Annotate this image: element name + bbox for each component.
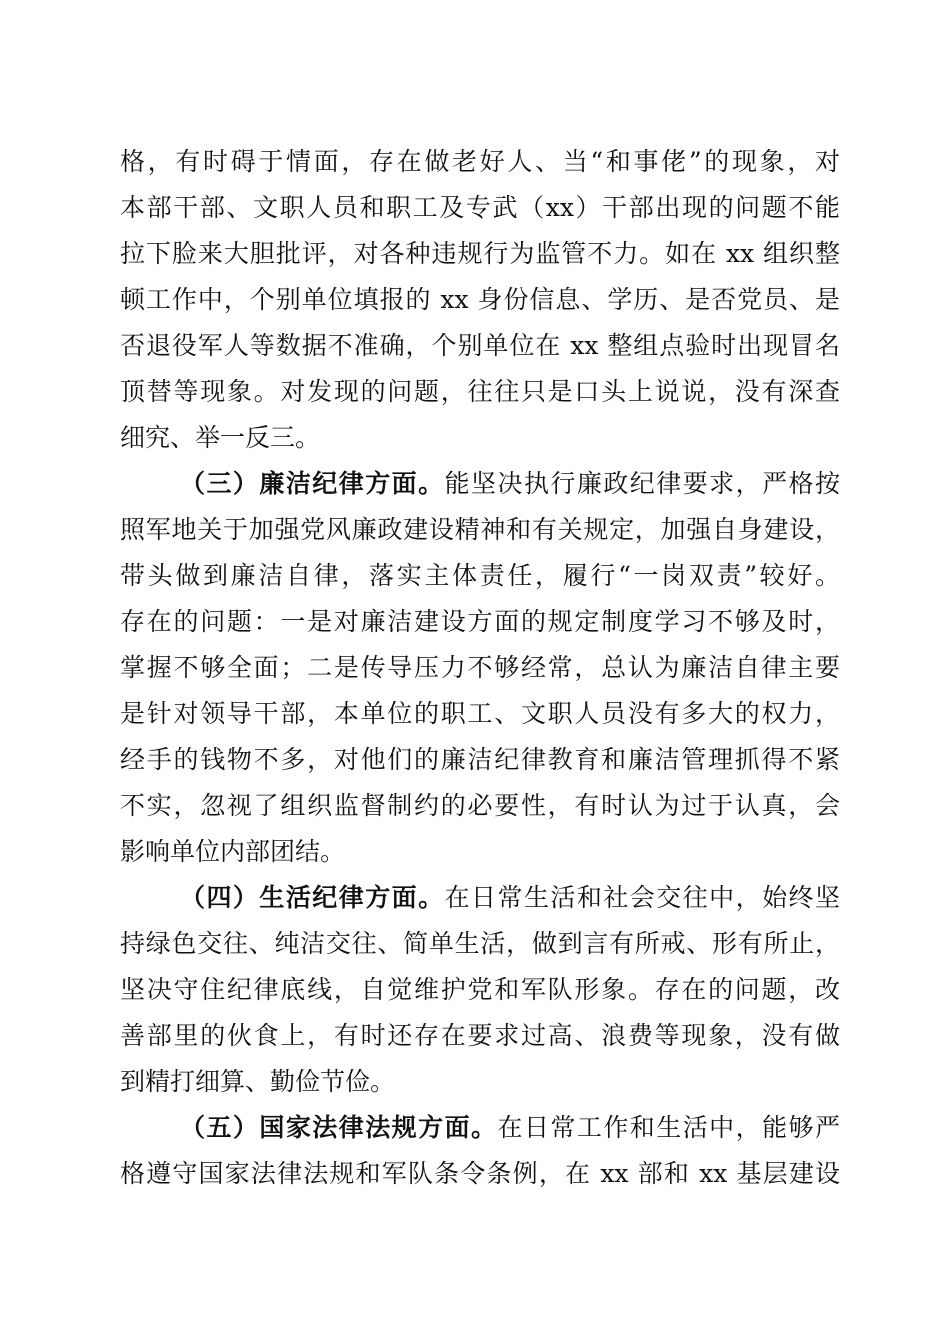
text-segment: 在日常工作和生活中，能够严: [497, 1113, 840, 1142]
paragraph-first-line: [180, 467, 840, 501]
text-line: 影响单位内部团结。: [120, 837, 346, 866]
text-line: 坚决守住纪律底线，自觉维护党和军队形象。存在的问题，改: [120, 975, 840, 1004]
text-line: 细究、举一反三。: [120, 423, 321, 452]
text-line: 顶替等现象。对发现的问题，往往只是口头上说说，没有深查: [120, 377, 840, 406]
text-line: 持绿色交往、纯洁交往、简单生活，做到言有所戒、形有所止，: [120, 929, 840, 958]
text-line: 格遵守国家法律法规和军队条令条例，在 xx 部和 xx 基层建设: [120, 1159, 840, 1188]
section-heading: （四）生活纪律方面。: [180, 883, 445, 912]
text-line: 格，有时碍于情面，存在做老好人、当“和事佬”的现象，对: [120, 147, 840, 176]
text-line: 掌握不够全面；二是传导压力不够经常，总认为廉洁自律主要: [120, 653, 840, 682]
text-line: 本部干部、文职人员和职工及专武（xx）干部出现的问题不能: [120, 193, 840, 222]
text-line: 带头做到廉洁自律，落实主体责任，履行“一岗双责”较好。: [120, 561, 840, 590]
section-heading: （三）廉洁纪律方面。: [180, 469, 445, 498]
text-line: 到精打细算、勤俭节俭。: [120, 1067, 396, 1096]
text-line: 拉下脸来大胆批评，对各种违规行为监管不力。如在 xx 组织整: [120, 239, 840, 268]
text-line: 是针对领导干部，本单位的职工、文职人员没有多大的权力，: [120, 699, 840, 728]
text-segment: 在日常生活和社会交往中，始终坚: [444, 883, 840, 912]
text-segment: 能坚决执行廉政纪律要求，严格按: [444, 469, 840, 498]
text-line: 照军地关于加强党风廉政建设精神和有关规定，加强自身建设，: [120, 515, 840, 544]
section-heading: （五）国家法律法规方面。: [180, 1113, 498, 1142]
paragraph-first-line: [180, 1111, 840, 1145]
text-line: 善部里的伙食上，有时还存在要求过高、浪费等现象，没有做: [120, 1021, 840, 1050]
text-line: 否退役军人等数据不准确，个别单位在 xx 整组点验时出现冒名: [120, 331, 840, 360]
text-line: 不实，忽视了组织监督制约的必要性，有时认为过于认真，会: [120, 791, 840, 820]
text-line: 经手的钱物不多，对他们的廉洁纪律教育和廉洁管理抓得不紧: [120, 745, 840, 774]
text-line: 存在的问题：一是对廉洁建设方面的规定制度学习不够及时，: [120, 607, 840, 636]
text-line: 顿工作中，个别单位填报的 xx 身份信息、学历、是否党员、是: [120, 285, 840, 314]
paragraph-first-line: [180, 881, 840, 915]
